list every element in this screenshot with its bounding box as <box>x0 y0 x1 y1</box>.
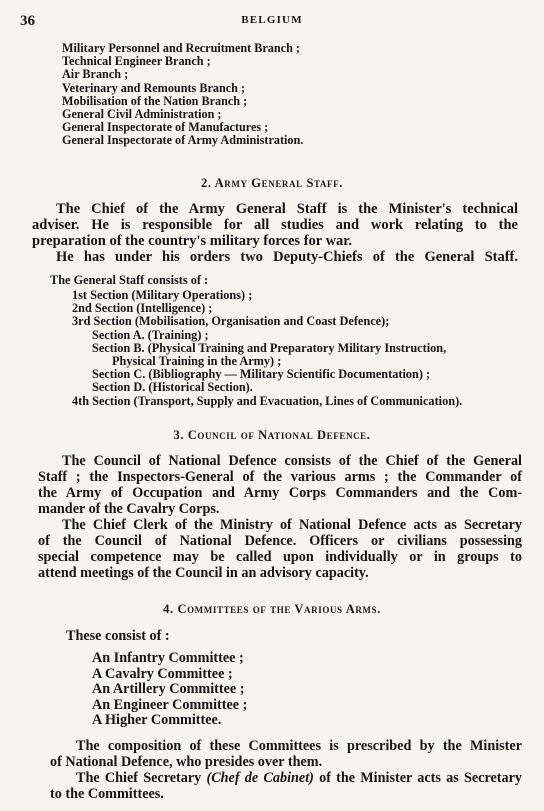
paragraph-line: The Council of National Defence consists of the Chief of the General <box>62 453 522 469</box>
paragraph-line: special competence may be called upon individually or in groups to <box>38 549 522 565</box>
page-number: 36 <box>20 13 35 29</box>
text-run: The Chief Secretary <box>76 770 207 786</box>
list-item: 3rd Section (Mobilisation, Organisation and Coast Defence); <box>72 314 390 329</box>
committees-intro: These consist of : <box>66 628 170 644</box>
list-item: Mobilisation of the Nation Branch ; <box>62 93 248 108</box>
list-item: Physical Training in the Army) ; <box>112 354 282 369</box>
paragraph-committee-secretary <box>50 770 522 802</box>
committee-list <box>92 651 247 729</box>
paragraph-line: preparation of the country's military forces for war. <box>32 233 353 250</box>
paragraph-line: of the Council of National Defence. Officers or civilians possessing <box>38 533 522 549</box>
paragraph-council-secretary <box>38 517 522 581</box>
list-item: General Inspectorate of Army Administration. <box>62 133 304 148</box>
paragraph-line: to the Committees. <box>50 786 164 802</box>
italic-text: (Chef de Cabinet) <box>206 770 314 786</box>
list-item: Military Personnel and Recruitment Branch ; <box>62 41 300 55</box>
paragraph-line <box>50 770 522 786</box>
paragraph-line: attend meetings of the Council in an advisory capacity. <box>38 565 369 581</box>
paragraph-council-composition <box>38 453 522 517</box>
list-item: 4th Section (Transport, Supply and Evacuation, Lines of Communication). <box>72 393 463 408</box>
section-heading-army-general-staff: 2. Army General Staff. <box>201 176 343 190</box>
list-item: A Higher Committee. <box>92 712 222 729</box>
branch-list <box>62 42 303 148</box>
list-item: A Cavalry Committee ; <box>92 665 233 682</box>
list-item: 2nd Section (Intelligence) ; <box>72 301 213 316</box>
text-run: of the Minister acts as Secretary <box>313 770 523 786</box>
paragraph-line: the Army of Occupation and Army Corps Commanders and the Com- <box>38 485 522 501</box>
paragraph-line: The Chief of the Army General Staff is the Minister's technical <box>56 201 518 217</box>
list-item: Technical Engineer Branch ; <box>62 54 211 69</box>
list-item: 1st Section (Military Operations) ; <box>72 288 253 302</box>
list-item: An Artillery Committee ; <box>92 681 245 698</box>
paragraph-line: mander of the Cavalry Corps. <box>38 501 220 517</box>
list-item: Section A. (Training) ; <box>92 327 209 342</box>
paragraph-line: The Chief Clerk of the Ministry of National Defence acts as Secretary <box>62 517 522 533</box>
list-item: General Inspectorate of Manufactures ; <box>62 120 269 135</box>
paragraph-line: adviser. He is responsible for all studies and work relating to the <box>32 217 518 234</box>
paragraph-line: of National Defence, who presides over them. <box>50 754 323 770</box>
paragraph-line: The composition of these Committees is prescribed by the Minister <box>76 738 522 754</box>
paragraph-chief-of-staff <box>32 201 518 250</box>
list-item: Section B. (Physical Training and Preparatory Military Instruction, <box>92 340 447 355</box>
list-item: Section C. (Bibliography — Military Scientific Documentation) ; <box>92 367 431 382</box>
paragraph-committee-composition <box>50 738 522 770</box>
list-item: Section D. (Historical Section). <box>92 380 253 395</box>
paragraph-line: Staff ; the Inspectors-General of the various arms ; the Commander of <box>38 469 522 485</box>
general-staff-intro: The General Staff consists of : <box>50 273 209 287</box>
section-heading-council: 3. Council of National Defence. <box>173 428 371 442</box>
list-item: Veterinary and Remounts Branch ; <box>62 80 246 95</box>
list-item: General Civil Administration ; <box>62 107 222 122</box>
list-item: An Engineer Committee ; <box>92 696 248 713</box>
list-item: Air Branch ; <box>62 67 129 82</box>
general-staff-sections <box>72 289 462 408</box>
running-title: BELGIUM <box>241 14 303 26</box>
paragraph-deputy-chiefs <box>56 249 518 265</box>
paragraph-line: He has under his orders two Deputy-Chiefs of the General Staff. <box>56 249 518 265</box>
list-item: An Infantry Committee ; <box>92 650 244 666</box>
section-heading-committees: 4. Committees of the Various Arms. <box>163 602 381 616</box>
